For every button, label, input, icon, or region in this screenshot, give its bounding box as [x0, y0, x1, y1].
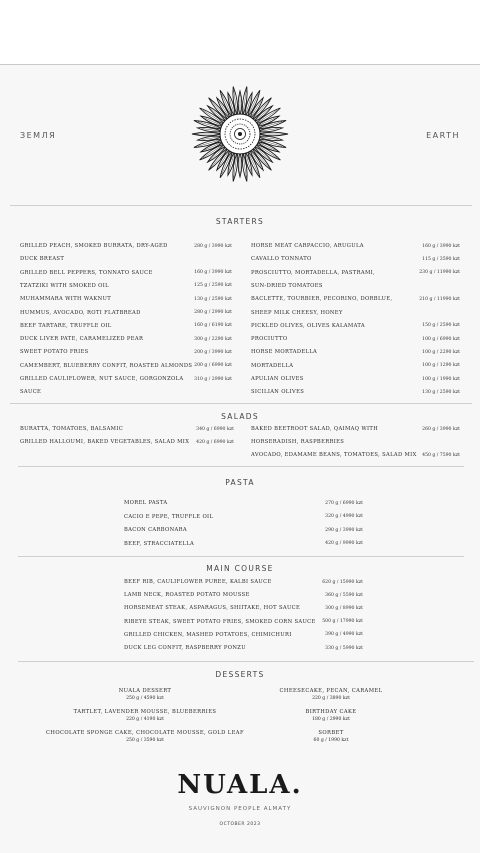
- menu-item-name: PICKLED OLIVES, OLIVES KALAMATA: [251, 322, 365, 329]
- top-bar: [0, 0, 480, 64]
- divider: [18, 556, 464, 557]
- menu-item-name: TZATZIKI WITH SMOKED OIL: [20, 282, 109, 289]
- divider: [18, 661, 474, 662]
- menu-item-name: HORSE MEAT CARPACCIO, ARUGULA: [251, 243, 364, 249]
- menu-item-name: BACON CARBONARA: [124, 527, 187, 533]
- menu-item-price: 160 g / 6190 kzt: [194, 323, 232, 329]
- menu-item-name: APULIAN OLIVES: [251, 376, 304, 382]
- menu-item-name: HORSEMEAT STEAK, ASPARAGUS, SHIITAKE, HOT SAUCE: [124, 605, 301, 612]
- menu-item-price: 420 g / 9990 kzt: [325, 541, 363, 546]
- desserts-heading: DESSERTS: [215, 670, 265, 679]
- divider: [10, 205, 472, 206]
- menu-item-name: SHEEP MILK CHEESY, HONEY: [251, 309, 343, 316]
- menu-item-price: 270 g / 6990 kzt: [325, 500, 363, 506]
- menu-item-name: SICILIAN OLIVES: [251, 389, 305, 396]
- menu-item-price: 280 g / 2990 kzt: [194, 310, 232, 315]
- menu-item-name: BAKED BEETROOT SALAD, QAIMAQ WITH: [251, 426, 379, 432]
- menu-item-price: 450 g / 7590 kzt: [422, 452, 460, 458]
- menu-item-price: 340 g / 6990 kzt: [196, 426, 234, 432]
- menu-item-name: GRILLED PEACH, SMOKED BURRATA, DRY-AGED: [20, 243, 168, 249]
- menu-item-name: DUCK BREAST: [20, 256, 65, 263]
- dessert-name: TARTLET, LAVENDER MOUSSE, BLUEBERRIES: [73, 709, 217, 715]
- menu-item-price: 200 g / 3990 kzt: [194, 349, 232, 355]
- menu-item-price: 360 g / 5590 kzt: [325, 592, 363, 598]
- menu-item-price: 130 g / 2590 kzt: [422, 389, 460, 395]
- menu-item-name: MORTADELLA: [251, 362, 294, 369]
- dessert-name: SORBET: [318, 730, 344, 736]
- dessert-name: CHEESECAKE, PECAN, CARAMEL: [279, 688, 383, 694]
- menu-item-name: MOREL PASTA: [124, 500, 168, 506]
- divider: [18, 466, 464, 467]
- menu-item-price: 300 g / 2290 kzt: [194, 336, 232, 342]
- menu-item-price: 115 g / 3590 kzt: [422, 256, 460, 262]
- menu-item-price: 100 g / 2290 kzt: [422, 349, 460, 355]
- menu-item-price: 160 g / 3990 kzt: [422, 243, 460, 249]
- menu-item-name: GRILLED CAULIFLOWER, NUT SAUCE, GORGONZOLA: [20, 376, 184, 382]
- menu-item-name: CAVALLO TONNATO: [251, 256, 312, 263]
- menu-item-name: BEEF RIB, CAULIFLOWER PUREE, KALBI SAUCE: [124, 579, 272, 585]
- menu-item-price: 230 g / 11990 kzt: [419, 270, 460, 276]
- dessert-name: CHOCOLATE SPONGE CAKE, CHOCOLATE MOUSSE, GOLD LEAF: [46, 730, 244, 736]
- menu-item-name: PROCIUTTO: [251, 336, 288, 343]
- menu-item-price: 100 g / 6990 kzt: [422, 336, 460, 342]
- brand-logo: NUALA.: [177, 770, 303, 800]
- menu-item-name: CACIO E PEPE, TRUFFLE OIL: [124, 513, 214, 520]
- menu-item-name: GRILLED CHICKEN, MASHED POTATOES, CHIMICHURI: [124, 631, 292, 638]
- menu-item-name: RIBEYE STEAK, SWEET POTATO FRIES, SMOKED CORN SAUCE: [124, 618, 316, 625]
- menu-item-price: 290 g / 3990 kzt: [325, 527, 363, 533]
- menu-item-name: LAMB NECK, ROASTED POTATO MOUSSE: [124, 592, 250, 599]
- menu-item-price: 130 g / 2590 kzt: [194, 296, 232, 302]
- menu-item-price: 200 g / 6990 kzt: [194, 363, 232, 369]
- menu-item-name: SWEET POTATO FRIES: [20, 349, 89, 356]
- dessert-price: 250 g / 4590 kzt: [126, 696, 164, 701]
- dessert-price: 180 g / 2990 kzt: [312, 717, 350, 722]
- menu-item-name: SUN-DRIED TOMATOES: [251, 282, 323, 289]
- menu-item-name: DUCK LIVER PATE, CARAMELIZED PEAR: [20, 336, 144, 343]
- menu-item-name: GRILLED BELL PEPPERS, TONNATO SAUCE: [20, 269, 153, 276]
- menu-date: OCTOBER 2023: [219, 822, 261, 827]
- menu-item-price: 310 g / 2990 kzt: [194, 376, 232, 382]
- menu-item-name: CAMEMBERT, BLUEBERRY CONFIT, ROASTED ALMONDS: [20, 362, 193, 369]
- menu-item-price: 620 g / 15990 kzt: [322, 579, 363, 585]
- dessert-name: BIRTHDAY CAKE: [305, 709, 357, 715]
- dessert-price: 60 g / 1990 kzt: [313, 738, 349, 743]
- menu-item-name: AVOCADO, EDAMAME BEANS, TOMATOES, SALAD MIX: [251, 452, 417, 458]
- menu-item-price: 280 g / 3990 kzt: [194, 243, 232, 249]
- menu-item-price: 500 g / 17990 kzt: [322, 619, 363, 625]
- menu-item-name: BACLETTE, TOURBIER, PECORINO, DORBLUE,: [251, 296, 393, 303]
- main-course-heading: MAIN COURSE: [206, 564, 274, 573]
- menu-item-name: HORSERADISH, RASPBERRIES: [251, 439, 345, 445]
- menu-item-name: DUCK LEG CONFIT, RASPBERRY PONZU: [124, 645, 246, 651]
- menu-item-price: 260 g / 3990 kzt: [422, 426, 460, 432]
- sunflower-icon: [190, 82, 290, 188]
- dessert-price: 220 g / 3890 kzt: [312, 696, 350, 701]
- menu-item-name: HUMMUS, AVOCADO, ROTI FLATBREAD: [20, 309, 141, 316]
- menu-item-name: GRILLED HALLOUMI, BAKED VEGETABLES, SALAD MIX: [20, 439, 190, 445]
- dessert-price: 250 g / 3590 kzt: [126, 738, 164, 743]
- menu-item-name: BEEF TARTARE, TRUFFLE OIL: [20, 322, 112, 329]
- salads-heading: SALADS: [221, 412, 259, 421]
- menu-item-price: 330 g / 5990 kzt: [325, 645, 363, 651]
- menu-item-name: PROSCIUTTO, MORTADELLA, PASTRAMI,: [251, 269, 376, 276]
- menu-item-price: 100 g / 1990 kzt: [422, 376, 460, 382]
- dessert-name: NUALA DESSERT: [118, 688, 172, 694]
- menu-item-price: 320 g / 4990 kzt: [325, 514, 363, 519]
- menu-item-price: 125 g / 2590 kzt: [194, 283, 232, 289]
- menu-item-name: MUHAMMARA WITH WAKNUT: [20, 296, 112, 303]
- menu-item-price: 390 g / 4990 kzt: [325, 632, 363, 638]
- menu-item-price: 210 g / 11990 kzt: [419, 296, 460, 302]
- menu-item-price: 100 g / 1290 kzt: [422, 363, 460, 369]
- divider: [10, 403, 472, 404]
- starters-heading: STARTERS: [215, 217, 265, 226]
- menu-item-name: BURATTA, TOMATOES, BALSAMIC: [20, 426, 124, 432]
- menu-item-name: SAUCE: [20, 389, 42, 396]
- header-left-label: ЗЕМЛЯ: [20, 131, 57, 140]
- menu-item-name: BEEF, STRACCIATELLA: [124, 540, 195, 547]
- menu-item-price: 150 g / 2590 kzt: [422, 323, 460, 329]
- menu-item-name: HORSE MORTADELLA: [251, 349, 318, 356]
- pasta-heading: PASTA: [225, 478, 255, 487]
- menu-item-price: 160 g / 3990 kzt: [194, 270, 232, 276]
- menu-item-price: 300 g / 8990 kzt: [325, 605, 363, 611]
- header-right-label: EARTH: [426, 131, 460, 140]
- menu-item-price: 420 g / 6990 kzt: [196, 439, 234, 445]
- dessert-price: 220 g / 4190 kzt: [126, 717, 164, 722]
- brand-subtitle: SAUVIGNON PEOPLE ALMATY: [188, 806, 292, 812]
